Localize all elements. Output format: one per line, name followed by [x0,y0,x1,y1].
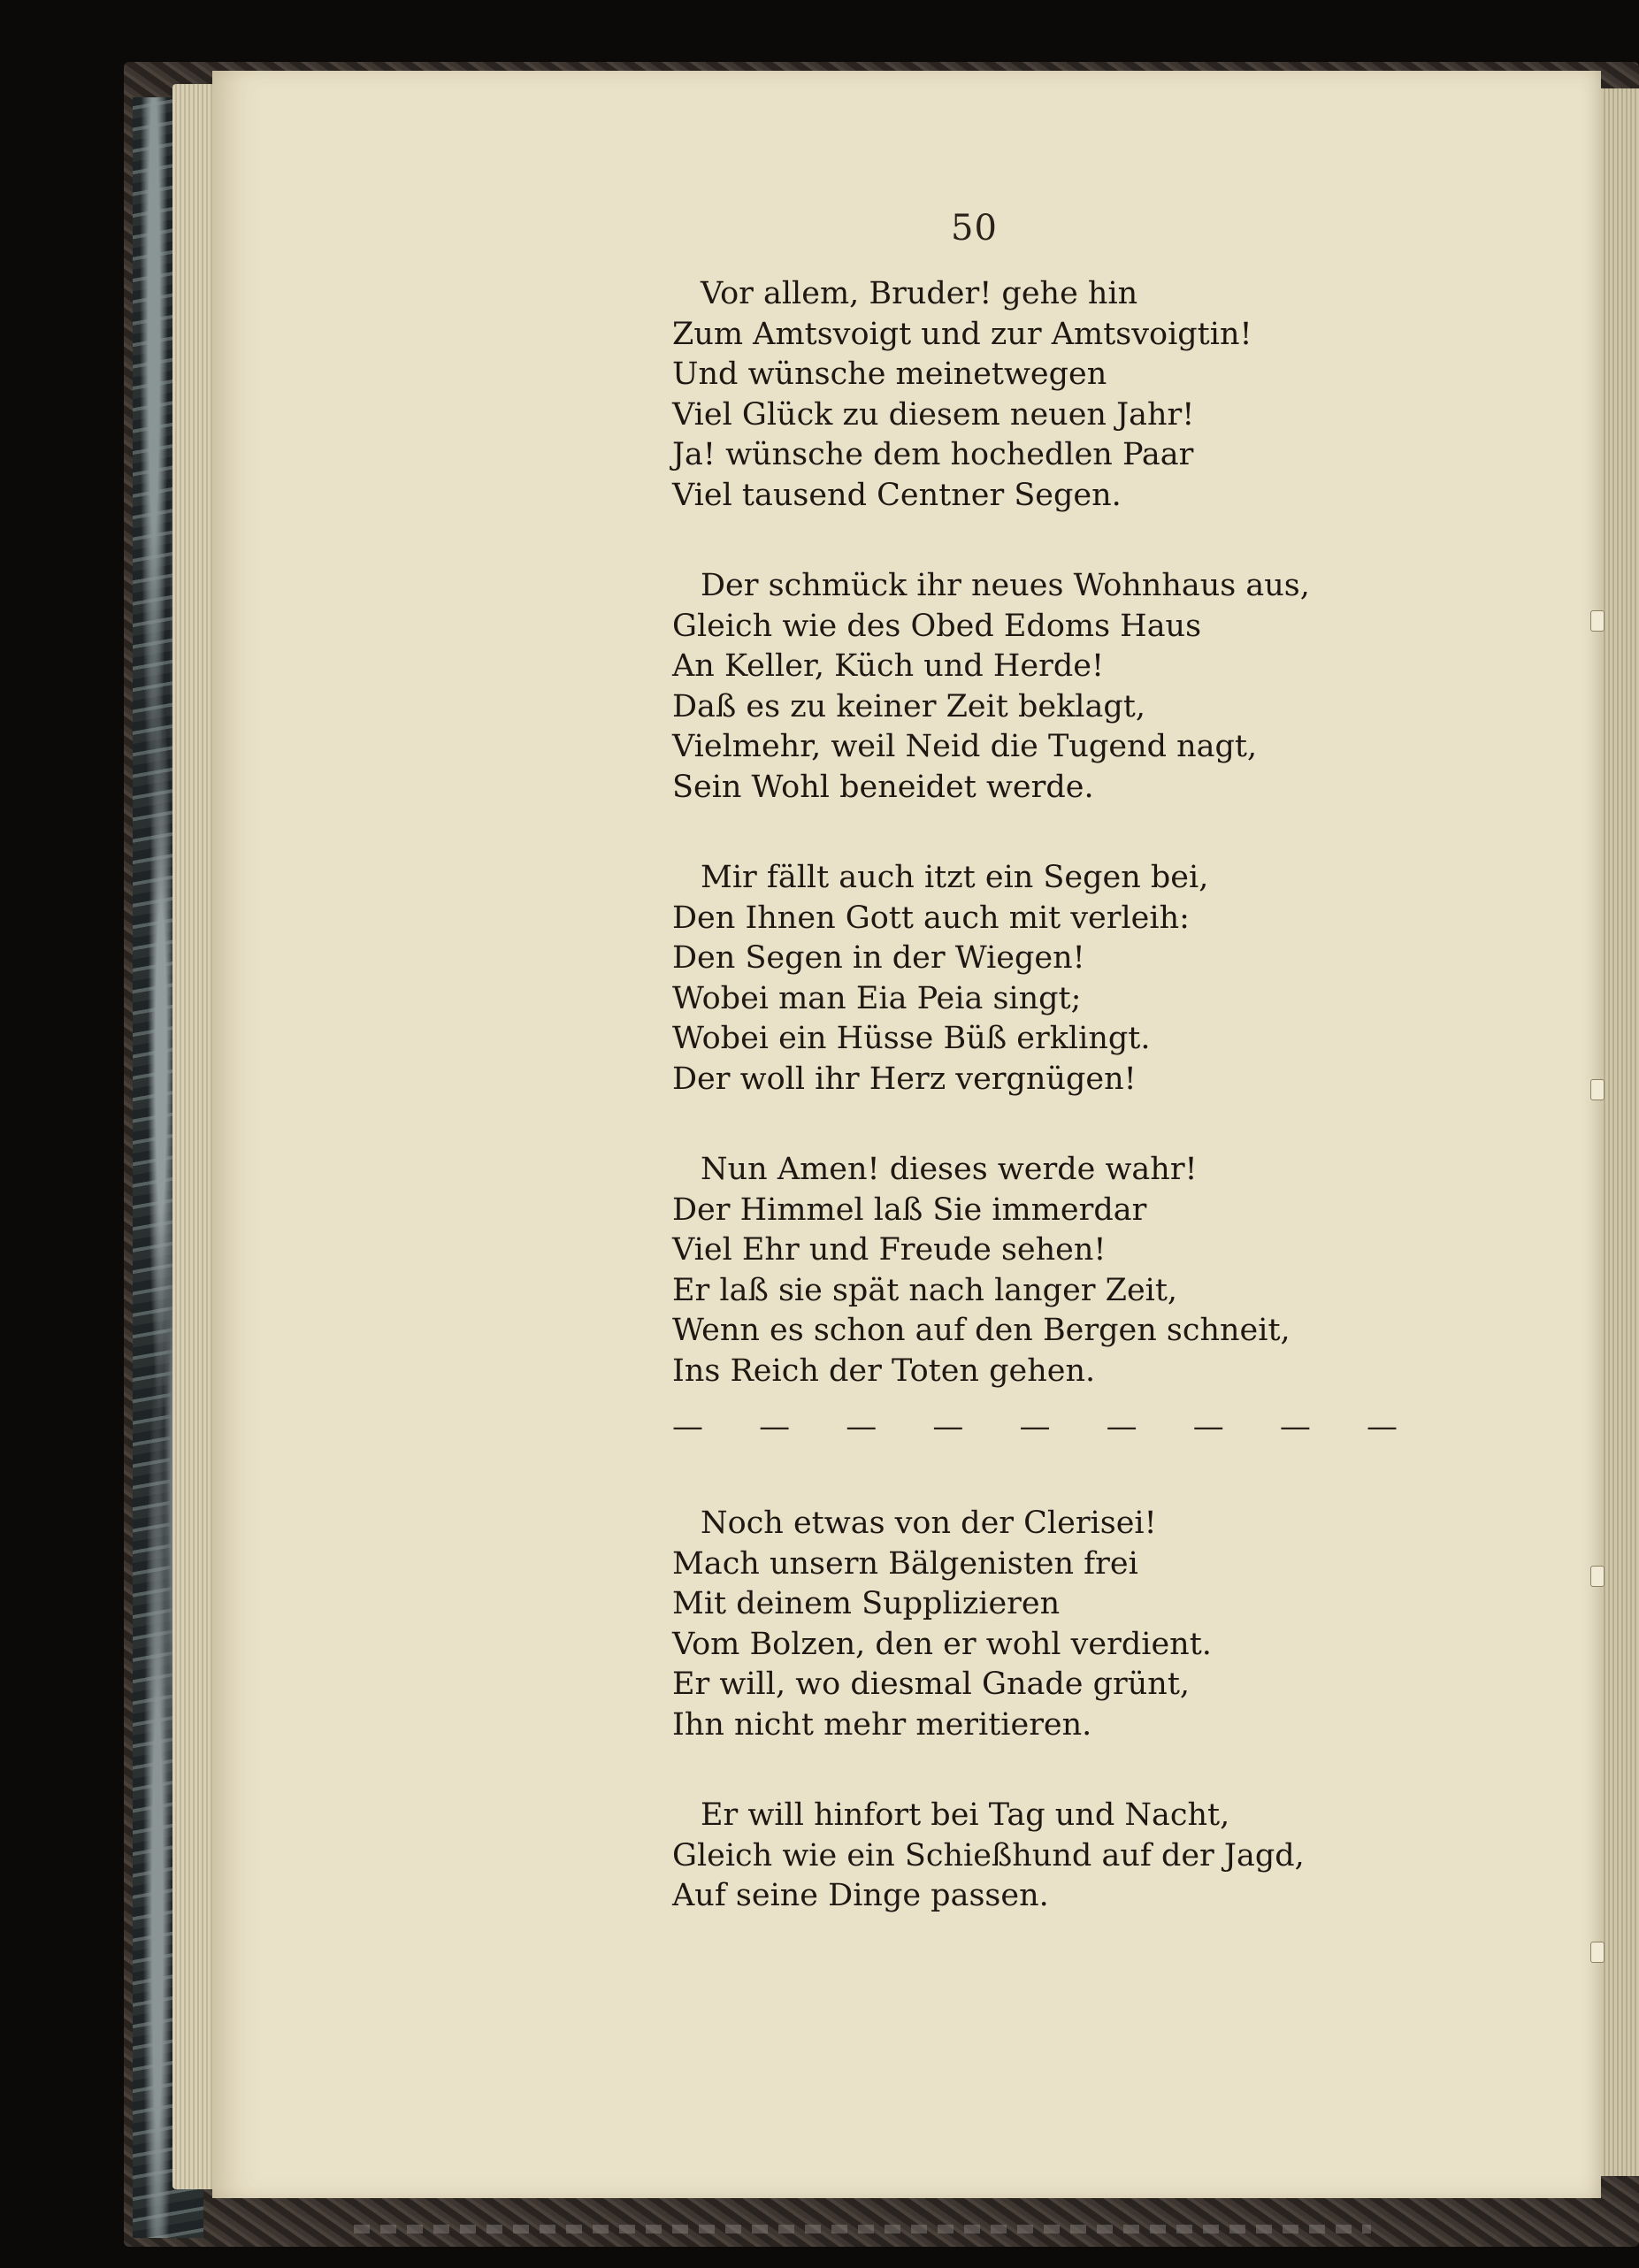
verse-line: Den Segen in der Wiegen! [672,940,1085,976]
binding-strip [354,2225,1371,2234]
section-separator: — — — — — — — — — [672,1409,1421,1444]
page-tab-marker [1590,610,1605,632]
stanza [672,1504,1291,1745]
stanza [672,1796,1305,1917]
verse-line: Daß es zu keiner Zeit beklagt, [672,688,1145,724]
right-page-edges [1597,88,1639,2176]
verse-line: Ja! wünsche dem hochedlen Paar [672,437,1194,472]
verse-line: Ihn nicht mehr meritieren. [672,1706,1092,1743]
verse-line: Zum Amtsvoigt und zur Amtsvoigtin! [672,316,1252,352]
page-number: 50 [951,208,998,249]
verse-line: Und wünsche meinetwegen [672,356,1107,392]
verse-line: Vielmehr, weil Neid die Tugend nagt, [672,729,1258,764]
poem-text [672,274,1421,1917]
verse-line: Der woll ihr Herz vergnügen! [672,1061,1137,1097]
page-tab-marker [1590,1566,1605,1587]
page-tab-marker [1590,1942,1605,1963]
verse-line: Viel tausend Centner Segen. [672,477,1122,513]
verse-line: Gleich wie des Obed Edoms Haus [672,608,1202,644]
stanza [672,566,1310,808]
verse-line: Wenn es schon auf den Bergen schneit, [672,1313,1291,1348]
verse-line: Wobei ein Hüsse Büß erklingt. [672,1021,1151,1056]
verse-line: Er will hinfort bei Tag und Nacht, [701,1797,1230,1833]
verse-line: Mir fällt auch itzt ein Segen bei, [701,860,1209,895]
verse-line: Sein Wohl beneidet werde. [672,769,1094,805]
verse-line: Ins Reich der Toten gehen. [672,1352,1096,1389]
verse-line: Viel Ehr und Freude sehen! [672,1232,1107,1268]
verse-line: Auf seine Dinge passen. [672,1878,1049,1913]
verse-line: Mit deinem Supplizieren [672,1586,1061,1621]
verse-line: Der schmück ihr neues Wohnhaus aus, [701,568,1310,603]
verse-line: Mach unsern Bälgenisten frei [672,1545,1138,1582]
stanza [672,1150,1291,1391]
verse-line: Den Ihnen Gott auch mit verleih: [672,900,1190,936]
page-tab-marker [1590,1079,1605,1100]
verse-line: Der Himmel laß Sie immerdar [672,1191,1147,1228]
verse-line: An Keller, Küch und Herde! [672,648,1105,684]
verse-line: Er will, wo diesmal Gnade grünt, [672,1667,1191,1702]
stanza [672,274,1291,516]
verse-line: Viel Glück zu diesem neuen Jahr! [672,396,1195,433]
verse-line: Vor allem, Bruder! gehe hin [701,276,1138,311]
verse-line: Nun Amen! dieses werde wahr! [701,1152,1198,1187]
verse-line: Er laß sie spät nach langer Zeit, [672,1272,1178,1308]
stanza [672,858,1291,1100]
verse-line: Gleich wie ein Schießhund auf der Jagd, [672,1837,1305,1873]
verse-line: Wobei man Eia Peia singt; [672,980,1082,1016]
verse-line: Vom Bolzen, den er wohl verdient. [672,1626,1212,1662]
verse-line: Noch etwas von der Clerisei! [701,1506,1157,1541]
